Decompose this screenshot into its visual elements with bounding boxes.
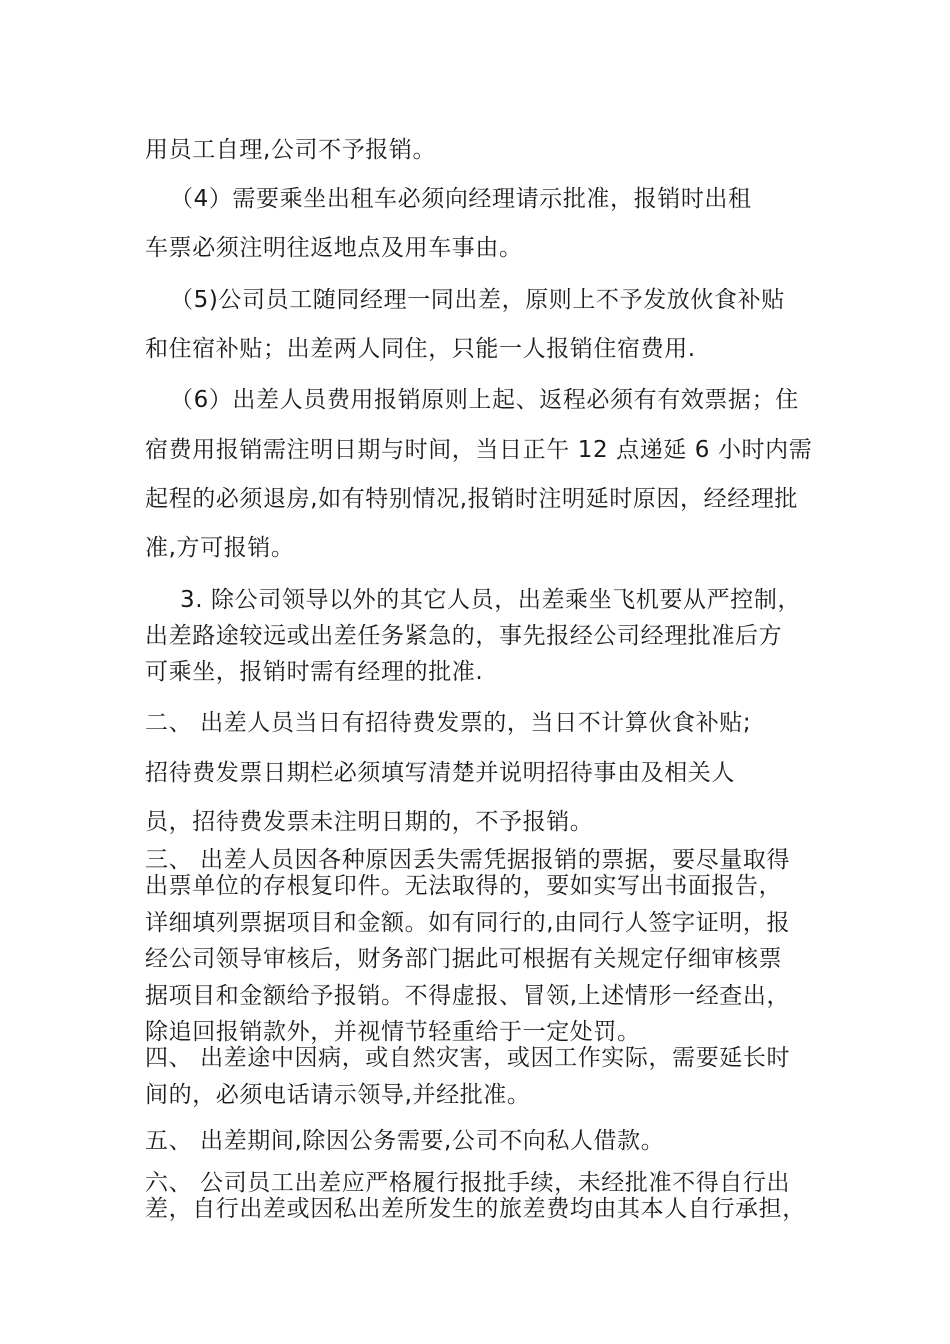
text-line: 据项目和金额给予报销。不得虚报、冒领,上述情形一经查出，: [145, 983, 791, 1009]
text-line: 经公司领导审核后，财务部门据此可根据有关规定仔细审核票: [145, 946, 783, 972]
text-line: 三、 出差人员因各种原因丢失需凭据报销的票据，要尽量取得: [145, 847, 791, 873]
text-line: 二、 出差人员当日有招待费发票的，当日不计算伙食补贴;: [145, 710, 752, 736]
text-line: 间的，必须电话请示领导,并经批准。: [145, 1082, 531, 1108]
text-line: 准,方可报销。: [145, 535, 295, 561]
text-line: 五、 出差期间,除因公务需要,公司不向私人借款。: [145, 1128, 665, 1154]
text-line: 出差路途较远或出差任务紧急的，事先报经公司经理批准后方: [145, 623, 783, 649]
text-line: 3. 除公司领导以外的其它人员，出差乘坐飞机要从严控制，: [180, 587, 802, 613]
text-line: 除追回报销款外，并视情节轻重给于一定处罚。: [145, 1019, 641, 1045]
text-line: 车票必须注明往返地点及用车事由。: [145, 235, 523, 261]
text-line: （4）需要乘坐出租车必须向经理请示批准，报销时出租: [170, 186, 752, 212]
text-line: （5)公司员工随同经理一同出差，原则上不予发放伙食补贴: [170, 287, 785, 313]
text-line: 可乘坐，报销时需有经理的批准.: [145, 659, 484, 685]
text-line: 详细填列票据项目和金额。如有同行的,由同行人签字证明，报: [145, 910, 791, 936]
text-line: 差，自行出差或因私出差所发生的旅差费均由其本人自行承担，: [145, 1196, 806, 1222]
text-line: 出票单位的存根复印件。无法取得的，要如实写出书面报告，: [145, 873, 783, 899]
text-line: 六、 公司员工出差应严格履行报批手续，未经批准不得自行出: [145, 1170, 791, 1196]
text-line: 用员工自理,公司不予报销。: [145, 137, 437, 163]
text-line: 和住宿补贴；出差两人同住，只能一人报销住宿费用.: [145, 336, 696, 362]
text-line: 起程的必须退房,如有特别情况,报销时注明延时原因，经经理批: [145, 486, 799, 512]
text-line: （6）出差人员费用报销原则上起、返程必须有有效票据；住: [170, 387, 799, 413]
text-line: 宿费用报销需注明日期与时间，当日正午 12 点递延 6 小时内需: [145, 437, 813, 463]
text-line: 招待费发票日期栏必须填写清楚并说明招待事由及相关人: [145, 760, 735, 786]
text-line: 四、 出差途中因病，或自然灾害，或因工作实际，需要延长时: [145, 1045, 791, 1071]
text-line: 员，招待费发票未注明日期的，不予报销。: [145, 809, 594, 835]
